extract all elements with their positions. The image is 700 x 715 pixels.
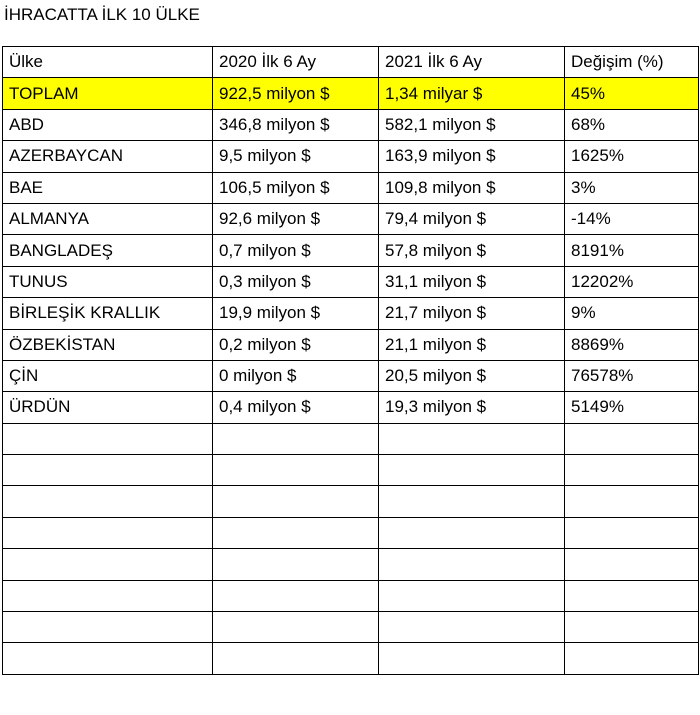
empty-cell xyxy=(565,423,699,454)
table-cell: 57,8 milyon $ xyxy=(379,235,565,266)
empty-cell xyxy=(213,455,379,486)
table-cell: ÖZBEKİSTAN xyxy=(3,329,213,360)
table-row xyxy=(3,360,699,391)
table-cell: 1625% xyxy=(565,141,699,172)
table-cell: 0,3 milyon $ xyxy=(213,266,379,297)
header-cell-change: Değişim (%) xyxy=(565,47,699,78)
empty-cell xyxy=(379,455,565,486)
table-cell: 106,5 milyon $ xyxy=(213,172,379,203)
empty-cell xyxy=(379,423,565,454)
table-cell: 1,34 milyar $ xyxy=(379,78,565,109)
table-row xyxy=(3,235,699,266)
empty-row xyxy=(3,580,699,611)
empty-cell xyxy=(3,612,213,643)
table-cell: 21,7 milyon $ xyxy=(379,298,565,329)
empty-row xyxy=(3,486,699,517)
empty-cell xyxy=(379,643,565,674)
empty-cell xyxy=(565,612,699,643)
table-cell: 20,5 milyon $ xyxy=(379,360,565,391)
empty-cell xyxy=(213,549,379,580)
empty-cell xyxy=(565,643,699,674)
table-cell: 9,5 milyon $ xyxy=(213,141,379,172)
empty-cell xyxy=(565,549,699,580)
table-cell: 92,6 milyon $ xyxy=(213,203,379,234)
table-cell: AZERBAYCAN xyxy=(3,141,213,172)
table-row xyxy=(3,392,699,423)
table-row xyxy=(3,141,699,172)
empty-row xyxy=(3,455,699,486)
table-cell: 8869% xyxy=(565,329,699,360)
table-cell: 21,1 milyon $ xyxy=(379,329,565,360)
total-row xyxy=(3,78,699,109)
empty-cell xyxy=(213,580,379,611)
table-cell: ABD xyxy=(3,109,213,140)
table-cell: ÇİN xyxy=(3,360,213,391)
table-cell: 163,9 milyon $ xyxy=(379,141,565,172)
table-cell: TUNUS xyxy=(3,266,213,297)
table-cell: 9% xyxy=(565,298,699,329)
empty-cell xyxy=(379,517,565,548)
table-cell: 19,9 milyon $ xyxy=(213,298,379,329)
table-cell: 68% xyxy=(565,109,699,140)
table-cell: 79,4 milyon $ xyxy=(379,203,565,234)
empty-row xyxy=(3,612,699,643)
table-cell: 346,8 milyon $ xyxy=(213,109,379,140)
table-cell: 0 milyon $ xyxy=(213,360,379,391)
empty-row xyxy=(3,643,699,674)
empty-cell xyxy=(565,517,699,548)
table-cell: 922,5 milyon $ xyxy=(213,78,379,109)
table-title: İHRACATTA İLK 10 ÜLKE xyxy=(4,5,200,24)
empty-cell xyxy=(3,517,213,548)
empty-cell xyxy=(565,486,699,517)
export-table xyxy=(2,46,699,675)
table-cell: 5149% xyxy=(565,392,699,423)
empty-cell xyxy=(565,580,699,611)
table-cell: 0,7 milyon $ xyxy=(213,235,379,266)
table-row xyxy=(3,266,699,297)
table-row xyxy=(3,172,699,203)
table-cell: 3% xyxy=(565,172,699,203)
table-row xyxy=(3,203,699,234)
table-cell: 76578% xyxy=(565,360,699,391)
table-row xyxy=(3,298,699,329)
table-cell: ALMANYA xyxy=(3,203,213,234)
table-cell: 12202% xyxy=(565,266,699,297)
table-cell: -14% xyxy=(565,203,699,234)
table-row xyxy=(3,329,699,360)
empty-cell xyxy=(213,517,379,548)
table-cell: BİRLEŞİK KRALLIK xyxy=(3,298,213,329)
empty-cell xyxy=(565,455,699,486)
table-cell: 0,4 milyon $ xyxy=(213,392,379,423)
table-cell: 0,2 milyon $ xyxy=(213,329,379,360)
table-cell: BAE xyxy=(3,172,213,203)
empty-row xyxy=(3,549,699,580)
table-cell: 582,1 milyon $ xyxy=(379,109,565,140)
table-cell: 31,1 milyon $ xyxy=(379,266,565,297)
table-cell: 19,3 milyon $ xyxy=(379,392,565,423)
empty-cell xyxy=(213,486,379,517)
empty-cell xyxy=(3,455,213,486)
header-cell-country: Ülke xyxy=(3,47,213,78)
table-cell: 109,8 milyon $ xyxy=(379,172,565,203)
empty-cell xyxy=(3,423,213,454)
table-cell: 8191% xyxy=(565,235,699,266)
empty-cell xyxy=(3,486,213,517)
table-cell: TOPLAM xyxy=(3,78,213,109)
header-row xyxy=(3,47,699,78)
empty-row xyxy=(3,423,699,454)
empty-cell xyxy=(379,549,565,580)
empty-cell xyxy=(213,612,379,643)
empty-cell xyxy=(379,580,565,611)
empty-cell xyxy=(379,486,565,517)
header-cell-2021: 2021 İlk 6 Ay xyxy=(379,47,565,78)
empty-cell xyxy=(379,612,565,643)
empty-cell xyxy=(3,549,213,580)
header-cell-2020: 2020 İlk 6 Ay xyxy=(213,47,379,78)
table-cell: ÜRDÜN xyxy=(3,392,213,423)
empty-row xyxy=(3,517,699,548)
table-cell: BANGLADEŞ xyxy=(3,235,213,266)
empty-cell xyxy=(3,580,213,611)
empty-cell xyxy=(213,423,379,454)
table-row xyxy=(3,109,699,140)
empty-cell xyxy=(3,643,213,674)
table-cell: 45% xyxy=(565,78,699,109)
empty-cell xyxy=(213,643,379,674)
